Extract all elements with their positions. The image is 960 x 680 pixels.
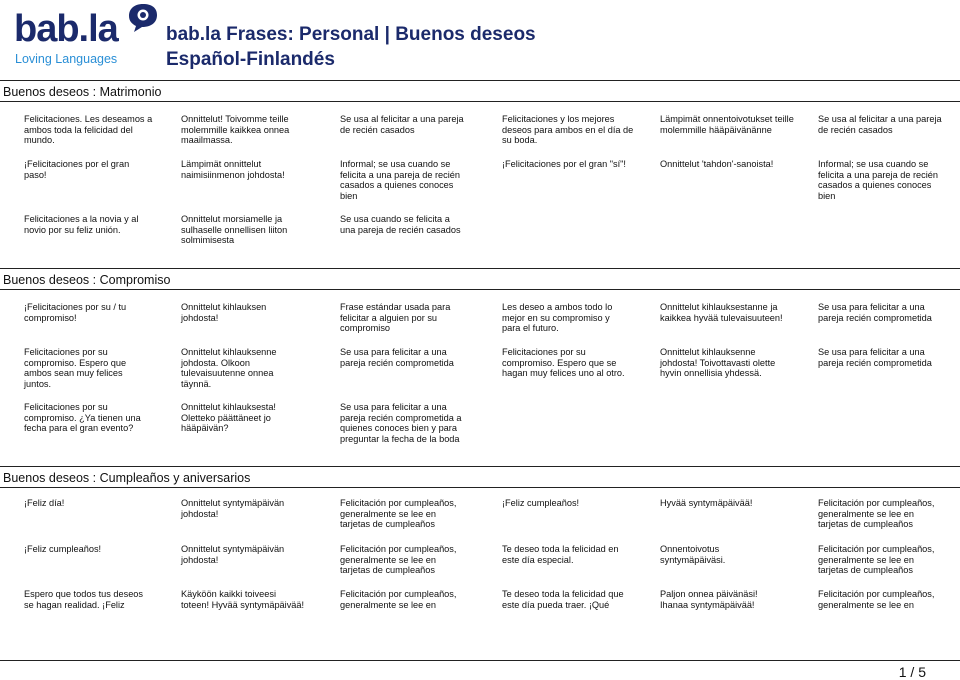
logo-wordmark: bab.la <box>14 8 118 50</box>
phrase-cell: Lämpimät onnittelut naimisiinmenon johdosta! <box>181 159 285 180</box>
phrase-cell: Onnentoivotus syntymäpäiväsi. <box>660 544 726 565</box>
phrase-cell: Se usa al felicitar a una pareja de recién casados <box>818 114 942 135</box>
phrase-cell: Felicitaciones por su compromiso. Espero que se hagan muy felices uno al otro. <box>502 347 625 379</box>
phrase-cell: ¡Feliz día! <box>24 498 65 508</box>
phrase-cell: Felicitación por cumpleaños, generalmente se lee en tarjetas de cumpleaños <box>340 498 457 530</box>
phrase-cell: Te deseo toda la felicidad que este día pueda traer. ¡Qué <box>502 589 624 610</box>
phrase-cell: ¡Felicitaciones por su / tu compromiso! <box>24 302 127 323</box>
phrase-cell: Felicitaciones y los mejores deseos para ambos en el día de su boda. <box>502 114 634 146</box>
phrase-cell: Te deseo toda la felicidad en este día especial. <box>502 544 619 565</box>
phrase-cell: Onnittelut! Toivomme teille molemmille kaikkea onnea maailmassa. <box>181 114 290 146</box>
phrase-cell: ¡Feliz cumpleaños! <box>24 544 102 554</box>
phrase-cell: Onnittelut syntymäpäivän johdosta! <box>181 544 285 565</box>
phrase-cell: Paljon onnea päivänäsi! Ihanaa syntymäpäivää! <box>660 589 758 610</box>
phrase-cell: Onnittelut kihlauksenne johdosta! Toivottavasti olette hyvin onnellisia yhdessä. <box>660 347 776 379</box>
phrase-cell: Informal; se usa cuando se felicita a una pareja de recién casados a quienes conoces bien <box>340 159 461 201</box>
section-heading-cumpleanos: Buenos deseos : Cumpleaños y aniversarios <box>0 466 960 488</box>
phrase-cell: Felicitaciones. Les deseamos a ambos toda la felicidad del mundo. <box>24 114 153 146</box>
phrase-cell: Espero que todos tus deseos se hagan realidad. ¡Feliz <box>24 589 144 610</box>
title-line-1: bab.la Frases: Personal | Buenos deseos <box>166 24 536 45</box>
phrase-cell: Les deseo a ambos todo lo mejor en su compromiso y para el futuro. <box>502 302 613 334</box>
phrase-cell: Informal; se usa cuando se felicita a una pareja de recién casados a quienes conoces bien <box>818 159 939 201</box>
phrase-cell: ¡Felicitaciones por el gran "sí"! <box>502 159 626 169</box>
phrase-cell: ¡Felicitaciones por el gran paso! <box>24 159 130 180</box>
section-heading-matrimonio: Buenos deseos : Matrimonio <box>0 80 960 102</box>
page-title <box>166 22 536 72</box>
phrase-cell: Onnittelut kihlauksesta! Oletteko päättäneet jo hääpäivän? <box>181 402 276 434</box>
logo-tagline: Loving Languages <box>15 52 118 66</box>
phrase-cell: Lämpimät onnentoivotukset teille molemmille hääpäivänänne <box>660 114 794 135</box>
phrase-cell: Felicitaciones a la novia y al novio por su feliz unión. <box>24 214 139 235</box>
speech-bubble-icon <box>126 2 160 34</box>
phrase-cell: Felicitaciones por su compromiso. ¿Ya tienen una fecha para el gran evento? <box>24 402 141 434</box>
phrase-cell: Onnittelut kihlauksestanne ja kaikkea hyvää tulevaisuuteen! <box>660 302 783 323</box>
phrase-cell: Onnittelut morsiamelle ja sulhaselle onnellisen liiton solmimisesta <box>181 214 288 246</box>
page-header <box>0 0 960 80</box>
phrase-cell: Felicitación por cumpleaños, generalmente se lee en tarjetas de cumpleaños <box>818 544 935 576</box>
phrase-cell: Felicitaciones por su compromiso. Espero que ambos sean muy felices juntos. <box>24 347 127 389</box>
phrase-cell: Onnittelut kihlauksen johdosta! <box>181 302 267 323</box>
phrase-cell: Frase estándar usada para felicitar a alguien por su compromiso <box>340 302 451 334</box>
phrase-cell: Hyvää syntymäpäivää! <box>660 498 753 508</box>
babla-logo[interactable] <box>14 2 164 68</box>
page-number: 1 / 5 <box>898 664 926 680</box>
phrase-cell: Onnittelut kihlauksenne johdosta. Olkoon tulevaisuutenne onnea täynnä. <box>181 347 277 389</box>
section-heading-compromiso: Buenos deseos : Compromiso <box>0 268 960 290</box>
phrase-cell: Se usa para felicitar a una pareja recién comprometida <box>818 302 932 323</box>
phrase-cell: Onnittelut 'tahdon'-sanoista! <box>660 159 774 169</box>
footer-divider <box>0 660 960 661</box>
phrase-cell: Se usa para felicitar a una pareja recién comprometida <box>818 347 932 368</box>
phrase-cell: ¡Feliz cumpleaños! <box>502 498 580 508</box>
phrase-cell: Se usa al felicitar a una pareja de recién casados <box>340 114 464 135</box>
phrase-cell: Käyköön kaikki toiveesi toteen! Hyvää syntymäpäivää! <box>181 589 305 610</box>
phrase-cell: Se usa para felicitar a una pareja recién comprometida <box>340 347 454 368</box>
phrase-cell: Se usa cuando se felicita a una pareja de recién casados <box>340 214 461 235</box>
phrase-cell: Felicitación por cumpleaños, generalmente se lee en <box>818 589 935 610</box>
phrase-cell: Felicitación por cumpleaños, generalmente se lee en <box>340 589 457 610</box>
title-line-2: Español-Finlandés <box>166 49 335 70</box>
phrase-cell: Felicitación por cumpleaños, generalmente se lee en tarjetas de cumpleaños <box>340 544 457 576</box>
phrase-cell: Onnittelut syntymäpäivän johdosta! <box>181 498 285 519</box>
phrase-cell: Felicitación por cumpleaños, generalmente se lee en tarjetas de cumpleaños <box>818 498 935 530</box>
phrase-cell: Se usa para felicitar a una pareja recién comprometida a quienes conoces bien y para preguntar la fecha de la boda <box>340 402 462 444</box>
